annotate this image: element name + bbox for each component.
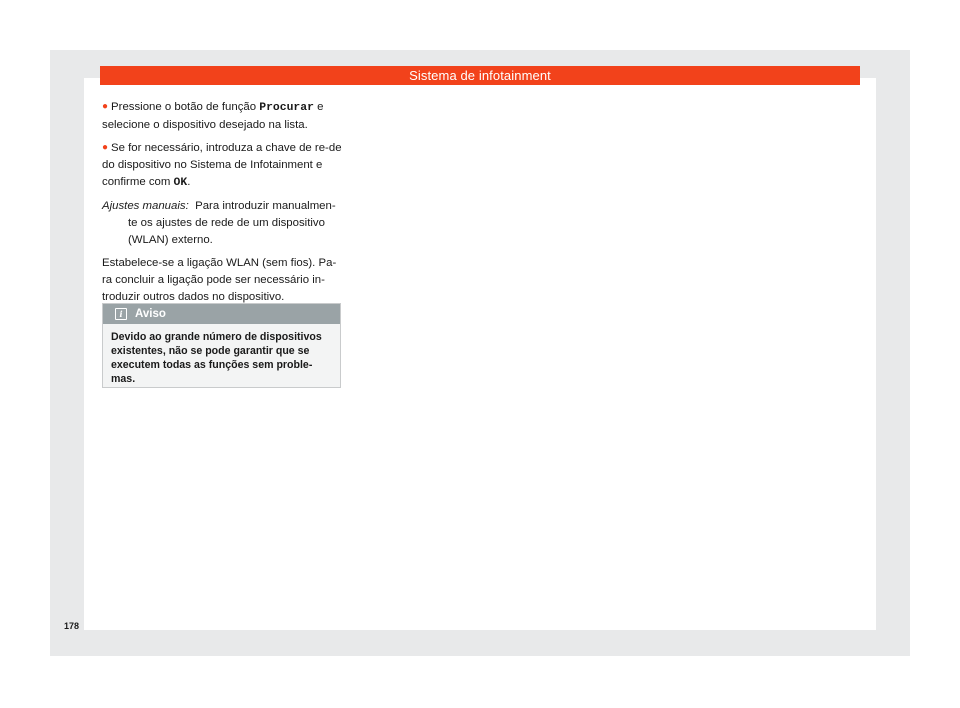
bullet-2-text-post: . [187,176,191,188]
definition-term: Ajustes manuais: [102,200,189,212]
notice-box [102,303,341,388]
info-icon: i [115,308,127,320]
body-paragraph: Estabelece-se a ligação WLAN (sem fios). Pa-ra concluir a ligação pode ser necessário in-troduzir outros dados no dispositivo. [102,257,337,303]
definition-item [102,198,342,215]
notice-header [103,304,340,324]
bullet-item-1 [102,99,342,134]
function-button-label: Procurar [259,102,314,114]
notice-body: Devido ao grande número de dispositivos existentes, não se pode garantir que se executem todas as funções sem proble-mas. [111,331,322,385]
bullet-item-2 [102,140,342,192]
page-number: 178 [64,621,80,631]
notice-title: Aviso [135,308,166,320]
section-header: Sistema de infotainment [100,66,860,85]
ok-button-label: OK [173,177,188,189]
bullet-icon: ● [102,101,109,112]
definition-description: te os ajustes de rede de um dispositivo (WLAN) externo. [128,217,325,246]
definition-first-line: Para introduzir manualmen- [195,200,336,212]
text-column [102,99,342,312]
bullet-1-text-post: e selecione o dispositivo desejado na lista. [102,101,324,131]
bullet-2-text-pre: Se for necessário, introduza a chave de re-de do dispositivo no Sistema de Infotainment e confirme com [102,142,342,188]
bullet-icon: ● [102,142,109,153]
bullet-1-text-pre: Pressione o botão de função [111,101,260,113]
